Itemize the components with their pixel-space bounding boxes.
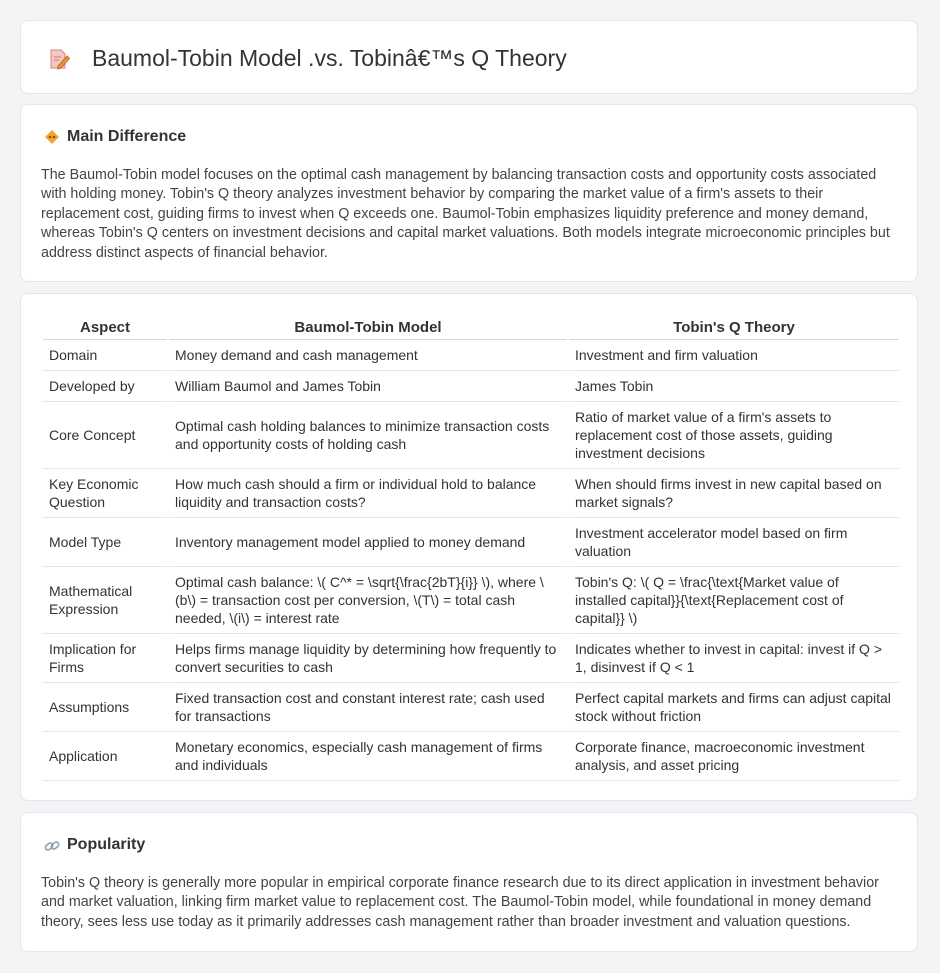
comparison-table-card [20,293,918,801]
column-header: Tobin's Q Theory [569,318,899,340]
table-cell: William Baumol and James Tobin [169,371,567,402]
popularity-text: Tobin's Q theory is generally more popular in empirical corporate finance research due to its direct application in investment behavior and market valuation, linking firm market value to replacement cost. The Baumol-Tobin model, while foundational in money demand theory, sees less use today as it primarily addresses cash management rather than broader investment and valuation questions. [41,875,879,930]
table-cell: Application [43,732,167,781]
table-cell: Optimal cash balance: \( C^* = \sqrt{\frac{2bT}{i}} \), where \(b\) = transaction cost per conversion, \(T\) = total cash needed, \(i\) = interest rate [169,567,567,634]
table-cell: Mathematical Expression [43,567,167,634]
table-cell: Developed by [43,371,167,402]
header-card [20,20,918,94]
main-difference-text: The Baumol-Tobin model focuses on the optimal cash management by balancing transaction costs and opportunity costs associated with holding money. Tobin's Q theory analyzes investment behavior by comparing the market value of a firm's assets to their replacement cost, guiding firms to invest when Q exceeds one. Baumol-Tobin emphasizes liquidity preference and money demand, whereas Tobin's Q centers on investment decisions and capital market valuations. Both models integrate microeconomic principles but address distinct aspects of financial behavior. [41,167,890,261]
table-cell: When should firms invest in new capital based on market signals? [569,469,899,518]
main-difference-section [20,104,918,282]
table-cell: Inventory management model applied to money demand [169,518,567,567]
page-title: Baumol-Tobin Model .vs. Tobinâ€™s Q Theory [92,45,567,71]
table-cell: Monetary economics, especially cash management of firms and individuals [169,732,567,781]
table-cell: Fixed transaction cost and constant interest rate; cash used for transactions [169,683,567,732]
table-row [43,518,899,567]
table-row [43,683,899,732]
table-cell: How much cash should a firm or individual hold to balance liquidity and transaction costs? [169,469,567,518]
table-cell: Optimal cash holding balances to minimize transaction costs and opportunity costs of holding cash [169,402,567,469]
table-cell: Indicates whether to invest in capital: invest if Q > 1, disinvest if Q < 1 [569,634,899,683]
diamond-sparkle-icon [43,128,61,146]
pencil-document-icon [47,47,71,71]
table-row [43,567,899,634]
table-cell: Perfect capital markets and firms can adjust capital stock without friction [569,683,899,732]
section-title: Main Difference [67,128,187,145]
popularity-section [20,812,918,952]
table-row [43,402,899,469]
comparison-table [41,318,901,781]
table-cell: Assumptions [43,683,167,732]
table-cell: Investment accelerator model based on firm valuation [569,518,899,567]
table-cell: Core Concept [43,402,167,469]
table-header-row [43,318,899,340]
column-header: Aspect [43,318,167,340]
table-cell: Domain [43,340,167,371]
table-cell: Investment and firm valuation [569,340,899,371]
section-title: Popularity [67,836,146,853]
table-row [43,371,899,402]
table-row [43,340,899,371]
table-cell: Tobin's Q: \( Q = \frac{\text{Market value of installed capital}}{\text{Replacement cost of capital}} \) [569,567,899,634]
table-cell: Implication for Firms [43,634,167,683]
table-cell: Corporate finance, macroeconomic investment analysis, and asset pricing [569,732,899,781]
table-cell: Helps firms manage liquidity by determining how frequently to convert securities to cash [169,634,567,683]
table-row [43,634,899,683]
table-cell: Money demand and cash management [169,340,567,371]
table-cell: Ratio of market value of a firm's assets to replacement cost of those assets, guiding investment decisions [569,402,899,469]
link-icon [43,837,61,855]
table-cell: Model Type [43,518,167,567]
table-row [43,469,899,518]
table-row [43,732,899,781]
table-cell: Key Economic Question [43,469,167,518]
table-cell: James Tobin [569,371,899,402]
column-header: Baumol-Tobin Model [169,318,567,340]
